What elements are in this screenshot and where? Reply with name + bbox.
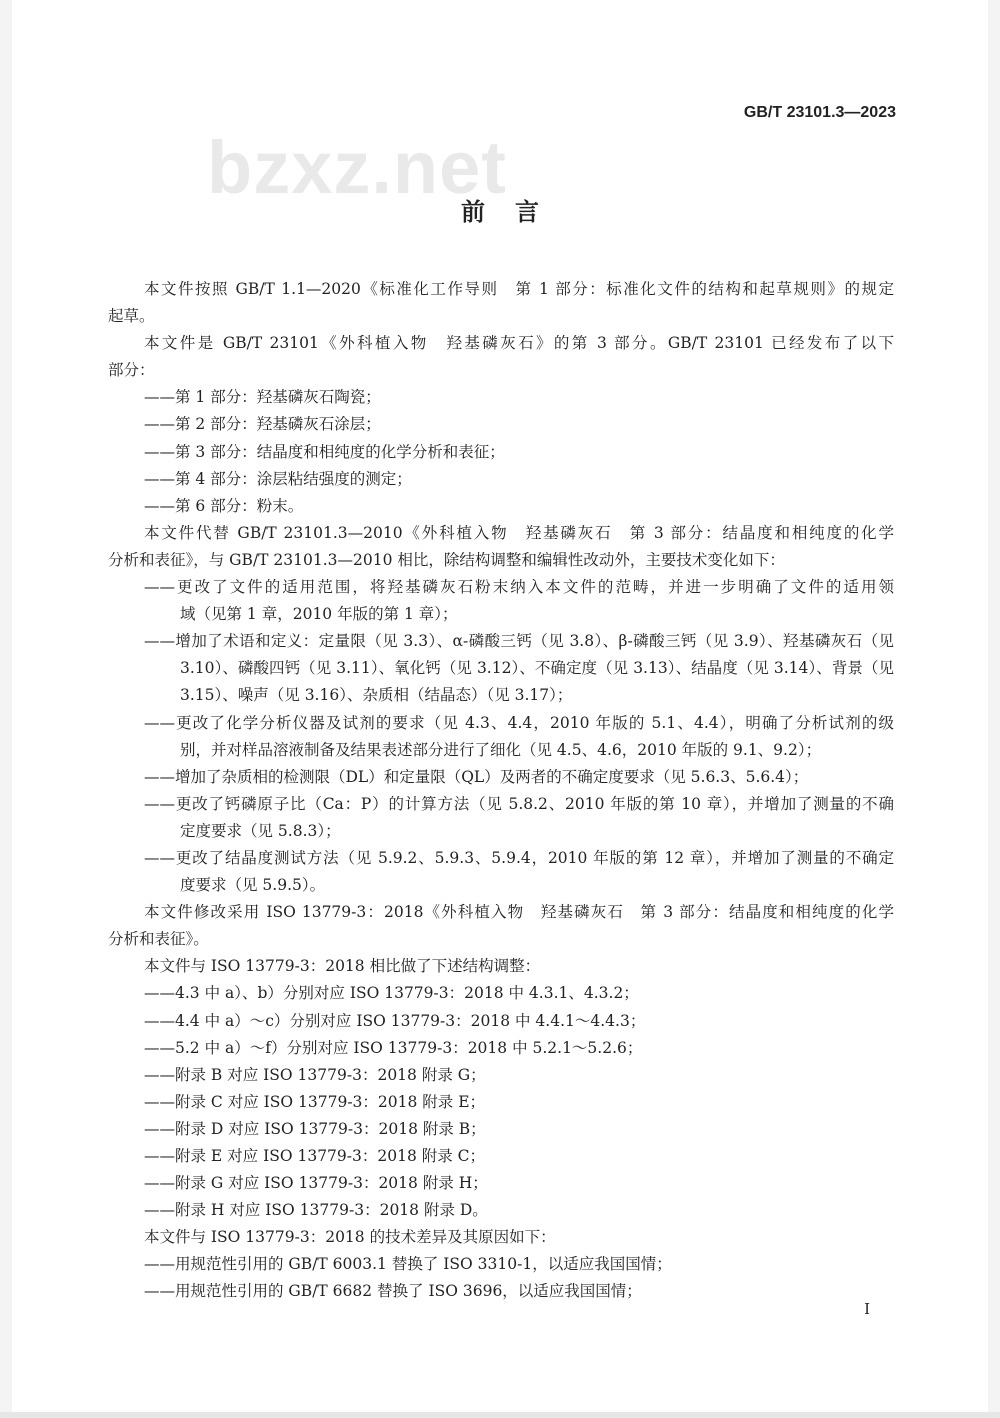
list-item-continuation: 3.15）、噪声（见 3.16）、杂质相（结晶态）（见 3.17）； — [180, 686, 573, 705]
paragraph-line: 本文件与 ISO 13779-3：2018 相比做了下述结构调整： — [144, 957, 541, 976]
paragraph-line: 本文件按照 GB/T 1.1—2020《标准化工作导则 第 1 部分：标准化文件的结构和起草规则》的规定 — [144, 280, 894, 298]
list-item: ——附录 E 对应 ISO 13779-3：2018 附录 C； — [144, 1147, 486, 1165]
list-item: ——4.3 中 a）、b）分别对应 ISO 13779-3：2018 中 4.3.1、4.3.2； — [144, 984, 639, 1003]
list-item-continuation: 度要求（见 5.9.5）。 — [180, 876, 326, 895]
list-item: ——附录 G 对应 ISO 13779-3：2018 附录 H； — [144, 1174, 488, 1193]
list-item: ——附录 D 对应 ISO 13779-3：2018 附录 B； — [144, 1119, 486, 1138]
paragraph-line: 部分： — [108, 361, 155, 380]
list-item: ——附录 C 对应 ISO 13779-3：2018 附录 E； — [144, 1092, 486, 1111]
document-body — [108, 276, 894, 1306]
list-item: ——4.4 中 a）～c）分别对应 ISO 13779-3：2018 中 4.4.1～4.4.3； — [144, 1011, 646, 1030]
standard-code: GB/T 23101.3—2023 — [743, 104, 896, 121]
paragraph-line: 起草。 — [108, 307, 155, 326]
list-item: ——第 6 部分：粉末。 — [144, 496, 304, 515]
paragraph-line: 本文件与 ISO 13779-3：2018 的技术差异及其原因如下： — [144, 1228, 556, 1247]
list-item: ——增加了术语和定义：定量限（见 3.3）、α-磷酸三钙（见 3.8）、β-磷酸三钙（见 3.9）、羟基磷灰石（见 — [144, 632, 894, 651]
page-edge-shadow — [0, 1412, 1000, 1418]
list-item: ——第 4 部分：涂层粘结强度的测定； — [144, 469, 412, 488]
list-item: ——附录 B 对应 ISO 13779-3：2018 附录 G； — [144, 1065, 486, 1084]
document-page — [12, 0, 988, 1418]
list-item-continuation: 别，并对样品溶液制备及结果表述部分进行了细化（见 4.5、4.6，2010 年版的 9.1、9.2）； — [180, 740, 822, 759]
paragraph-line: 分析和表征》，与 GB/T 23101.3—2010 相比，除结构调整和编辑性改动外，主要技术变化如下： — [108, 550, 785, 569]
list-item: ——更改了钙磷原子比（Ca：P）的计算方法（见 5.8.2、2010 年版的第 10 章），并增加了测量的不确 — [144, 794, 894, 813]
page-number: I — [864, 1300, 870, 1318]
list-item: ——附录 H 对应 ISO 13779-3：2018 附录 D。 — [144, 1201, 488, 1220]
list-item: ——更改了化学分析仪器及试剂的要求（见 4.3、4.4，2010 年版的 5.1、4.4），明确了分析试剂的级 — [144, 713, 894, 732]
list-item: ——5.2 中 a）～f）分别对应 ISO 13779-3：2018 中 5.2.1～5.2.6； — [144, 1038, 643, 1057]
list-item: ——更改了结晶度测试方法（见 5.9.2、5.9.3、5.9.4，2010 年版的第 12 章），并增加了测量的不确定 — [144, 848, 894, 867]
list-item: ——更改了文件的适用范围，将羟基磷灰石粉末纳入本文件的范畴，并进一步明确了文件的适用领 — [144, 578, 894, 597]
list-item-continuation: 3.10）、磷酸四钙（见 3.11）、氧化钙（见 3.12）、不确定度（见 3.13）、结晶度（见 3.14）、背景（见 — [180, 659, 894, 678]
page-title: 前言 — [461, 198, 569, 226]
paragraph-line: 本文件是 GB/T 23101《外科植入物 羟基磷灰石》的第 3 部分。GB/T 23101 已经发布了以下 — [144, 334, 894, 353]
watermark: bzxz.net — [207, 126, 507, 209]
paragraph-line: 本文件代替 GB/T 23101.3—2010《外科植入物 羟基磷灰石 第 3 部分：结晶度和相纯度的化学 — [144, 523, 894, 542]
list-item-continuation: 定度要求（见 5.8.3）； — [180, 821, 341, 840]
list-item: ——第 3 部分：结晶度和相纯度的化学分析和表征； — [144, 442, 505, 461]
list-item: ——第 2 部分：羟基磷灰石涂层； — [144, 415, 381, 434]
list-item: ——用规范性引用的 GB/T 6682 替换了 ISO 3696，以适应我国国情； — [144, 1282, 642, 1301]
paragraph-line: 分析和表征》。 — [108, 930, 209, 949]
list-item-continuation: 域（见第 1 章，2010 年版的第 1 章）； — [180, 605, 458, 624]
list-item: ——增加了杂质相的检测限（DL）和定量限（QL）及两者的不确定度要求（见 5.6.3、5.6.4）； — [144, 767, 809, 786]
paragraph-line: 本文件修改采用 ISO 13779-3：2018《外科植入物 羟基磷灰石 第 3 部分：结晶度和相纯度的化学 — [144, 903, 894, 922]
list-item: ——用规范性引用的 GB/T 6003.1 替换了 ISO 3310-1，以适应我国国情； — [144, 1255, 672, 1274]
list-item: ——第 1 部分：羟基磷灰石陶瓷； — [144, 388, 381, 407]
